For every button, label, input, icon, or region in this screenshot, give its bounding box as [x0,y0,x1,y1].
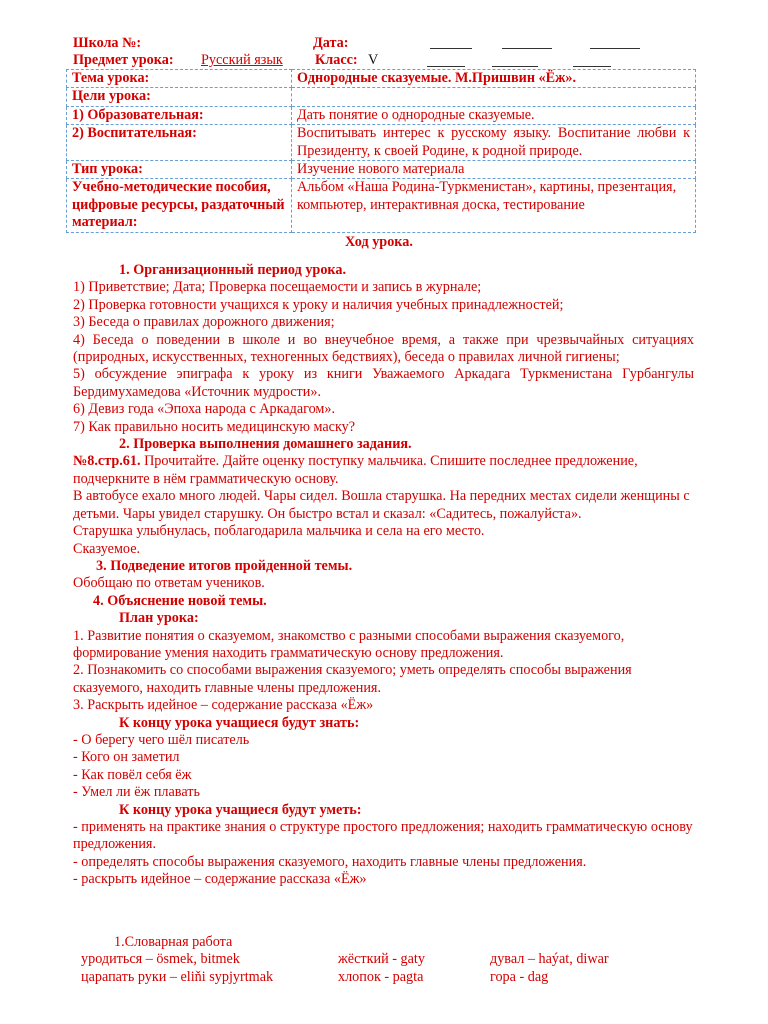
section-3-text: Обобщаю по ответам учеников. [73,575,265,592]
meta-key: Цели урока: [67,88,292,106]
plan-title: План урока: [119,610,199,627]
meta-key: Тема урока: [67,70,292,88]
date-blank-line [430,48,472,49]
exercise-text: Старушка улыбнулась, поблагодарила мальчика и села на его место. [73,523,485,540]
exercise-text: Сказуемое. [73,540,141,557]
class-blank-line [573,66,611,67]
can-item: - раскрыть идейное – содержание рассказа «Ёж» [73,871,367,888]
know-item: - Как повёл себя ёж [73,766,192,783]
section-4-title: 4. Объяснение новой темы. [93,592,267,609]
meta-key: Тип урока: [67,161,292,179]
class-blank-line [492,66,538,67]
class-value: V [368,52,379,68]
meta-row-type [67,161,696,179]
school-label: Школа №: [73,35,142,51]
meta-row-goals [67,88,696,106]
meta-row-materials [67,179,696,232]
meta-value [292,88,696,106]
plan-item: 1. Развитие понятия о сказуемом, знакомство с разными способами выражения сказуемого, формирование умения находить грамматическую основу предложения. [73,627,625,661]
know-item: - Кого он заметил [73,749,180,766]
exercise-ref: №8.стр.61. [73,453,141,470]
vocabulary-entry: гора - dag [490,968,549,985]
can-title: К концу урока учащиеся будут уметь: [119,801,362,818]
vocabulary-entry: царапать руки – eliňi sypjyrtmak [81,968,274,985]
can-item: - применять на практике знания о структуре простого предложения; находить грамматическую основу предложения. [73,819,693,853]
meta-value: Изучение нового материала [292,161,696,179]
vocabulary-entry: дувал – haýat, diwar [490,951,609,968]
plan-item: 3. Раскрыть идейное – содержание рассказа «Ёж» [73,697,374,714]
subject-value: Русский язык [201,52,283,68]
vocabulary-entry: жёсткий - gaty [338,951,425,968]
vocabulary-section [81,934,681,986]
vocabulary-title: 1.Словарная работа [114,934,233,950]
meta-key: 1) Образовательная: [67,106,292,124]
meta-row-upbringing [67,125,696,161]
date-label: Дата: [313,35,349,51]
list-item: 6) Девиз года «Эпоха народа с Аркадагом». [73,401,336,418]
can-item: - определять способы выражения сказуемого, находить главные члены предложения. [73,853,587,870]
meta-row-educational [67,106,696,124]
vocabulary-entry: хлопок - pagta [338,968,424,985]
meta-value: Дать понятие о однородные сказуемые. [292,106,696,124]
list-item: 3) Беседа о правилах дорожного движения; [73,314,335,331]
class-label: Класс: [315,52,358,68]
meta-value: Воспитывать интерес к русскому языку. Воспитание любви к Президенту, к своей Родине, к родной природе. [292,125,696,161]
meta-key: Учебно-методические пособия, цифровые ресурсы, раздаточный материал: [67,179,292,232]
subject-label: Предмет урока: [73,52,174,68]
exercise-text: В автобусе ехало много людей. Чары сидел. Вошла старушка. На передних местах сидели женщины с детьми. Чары увидел старушку. Он быстро встал и сказал: «Садитесь, пожалуйста». [73,488,690,522]
know-title: К концу урока учащиеся будут знать: [119,714,360,731]
section-2-title: 2. Проверка выполнения домашнего задания. [119,436,412,453]
date-blank-line [590,48,640,49]
know-item: - Умел ли ёж плавать [73,784,200,801]
list-item: 2) Проверка готовности учащихся к уроку и наличия учебных принадлежностей; [73,296,564,313]
vocabulary-entry: уродиться – ösmek, bitmek [81,951,240,968]
exercise-paragraph [73,453,694,488]
list-item: 4) Беседа о поведении в школе и во внеучебное время, а также при чрезвычайных ситуациях (природных, искусственных, техногенных бедствиях), беседа о правилах личной гигиены; [73,331,694,366]
section-3-title: 3. Подведение итогов пройденной темы. [96,557,353,574]
list-item: 7) Как правильно носить медицинскую маску? [73,418,356,435]
meta-row-topic [67,70,696,88]
meta-value: Однородные сказуемые. М.Пришвин «Ёж». [292,70,696,88]
know-item: - О берегу чего шёл писатель [73,731,250,748]
meta-key: 2) Воспитательная: [67,125,292,161]
course-title: Ход урока. [345,234,413,250]
lesson-body [73,262,694,889]
lesson-meta-table [66,69,696,233]
vocabulary-row [81,951,681,968]
class-blank-line [427,66,465,67]
date-blank-line [502,48,552,49]
list-item: 5) обсуждение эпиграфа к уроку из книги Уважаемого Аркадага Туркменистана Гурбангулы Бердимухамедова «Источник мудрости». [73,366,694,400]
plan-item: 2. Познакомить со способами выражения сказуемого; уметь определять способы выражения сказуемого, находить главные члены предложения. [73,662,632,696]
section-1-title: 1. Организационный период урока. [119,262,347,278]
exercise-task: Прочитайте. Дайте оценку поступку мальчика. Спишите последнее предложение, подчеркните в нём грамматическую основу. [73,453,638,487]
vocabulary-row [81,969,681,986]
meta-value: Альбом «Наша Родина-Туркменистан», картины, презентация, компьютер, интерактивная доска, тестирование [292,179,696,232]
list-item: 1) Приветствие; Дата; Проверка посещаемости и запись в журнале; [73,279,482,296]
